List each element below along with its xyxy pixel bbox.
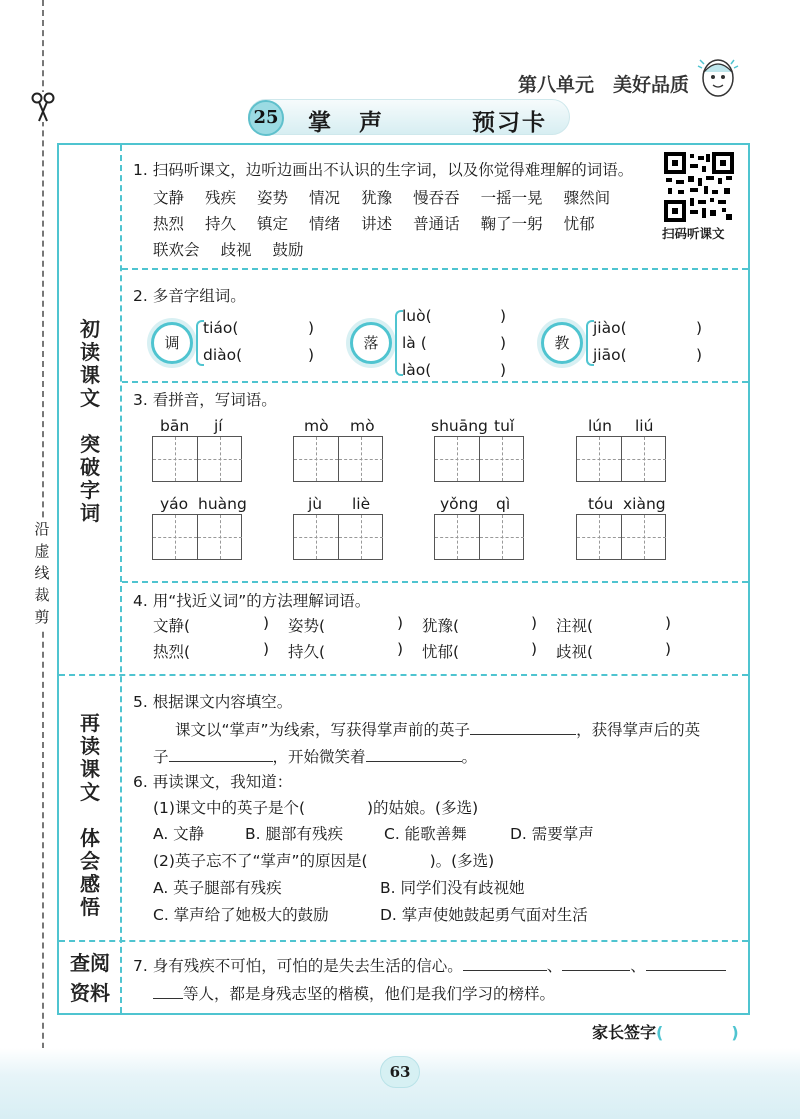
writing-grid[interactable] [293, 436, 383, 482]
option[interactable]: B. 腿部有残疾 [245, 825, 343, 843]
pinyin: liè [352, 495, 371, 513]
synonym-item: 歧视( [556, 643, 594, 661]
q6-text: 6. 再读课文，我知道： [133, 773, 293, 791]
synonym-item: 热烈( [153, 643, 191, 661]
synonym-item: 忧郁( [422, 643, 460, 661]
pinyin: shuāng [431, 417, 488, 435]
pinyin: jù [308, 495, 323, 513]
close-paren: ) [397, 614, 404, 632]
q7-line1: 7. 身有残疾不可怕，可怕的是失去生活的信心。 、 、 [133, 954, 726, 976]
q6-sub1: (1)课文中的英子是个( )的姑娘。(多选) [153, 799, 479, 817]
option[interactable]: A. 英子腿部有残疾 [153, 879, 282, 897]
q7-line2: 等人，都是身残志坚的楷模，他们是我们学习的榜样。 [153, 982, 555, 1004]
pinyin: qì [496, 495, 511, 513]
cut-instruction: 沿 虚 线 裁 剪 [28, 518, 56, 628]
pinyin: yǒng [440, 495, 479, 513]
divider [122, 381, 748, 383]
close-paren: ) [665, 640, 672, 658]
answer-blank[interactable] [153, 985, 183, 999]
pinyin: lún [588, 417, 612, 435]
q3-text: 3. 看拼音，写词语。 [133, 391, 277, 409]
pinyin: tóu [588, 495, 614, 513]
close-paren: ) [531, 614, 538, 632]
q5-text: 5. 根据课文内容填空。 [133, 693, 293, 711]
option[interactable]: D. 需要掌声 [510, 825, 594, 843]
pinyin: liú [635, 417, 654, 435]
pinyin: tuǐ [494, 417, 515, 435]
close-paren: ) [696, 319, 703, 337]
close-paren: ) [696, 346, 703, 364]
q1-text: 1. 扫码听课文，边听边画出不认识的生字词，以及你觉得难理解的词语。 [133, 161, 634, 179]
unit-title: 第八单元 美好品质 [518, 74, 690, 96]
polyphone-char-luo: 落 [350, 322, 392, 364]
synonym-item: 姿势( [288, 617, 326, 635]
polyphone-char-diao: 调 [151, 322, 193, 364]
qr-code-icon[interactable] [664, 152, 734, 222]
cartoon-egg-icon [696, 52, 740, 100]
synonym-item: 持久( [288, 643, 326, 661]
writing-grid[interactable] [152, 436, 242, 482]
option[interactable]: C. 能歌善舞 [384, 825, 467, 843]
pinyin: jí [214, 417, 223, 435]
q1-words-row2: 热烈 持久 镇定 情绪 讲述 普通话 鞠了一躬 忧郁 [153, 215, 595, 233]
writing-grid[interactable] [576, 436, 666, 482]
close-paren: ) [308, 346, 315, 364]
close-paren: ) [500, 334, 507, 352]
close-paren: ) [531, 640, 538, 658]
option[interactable]: C. 掌声给了她极大的鼓励 [153, 906, 329, 924]
answer-blank[interactable] [463, 957, 547, 971]
writing-grid[interactable] [576, 514, 666, 560]
option[interactable]: D. 掌声使她鼓起勇气面对生活 [380, 906, 588, 924]
writing-grid[interactable] [293, 514, 383, 560]
q1-words-row3: 联欢会 歧视 鼓励 [153, 241, 304, 259]
reading: lào( [402, 361, 432, 379]
pinyin: mò [304, 417, 329, 435]
reading: jiào( [593, 319, 627, 337]
pinyin: huàng [198, 495, 247, 513]
signature-field[interactable] [663, 1024, 731, 1038]
scissors-icon [30, 92, 56, 122]
close-paren: ) [308, 319, 315, 337]
close-paren: ) [665, 614, 672, 632]
q5-line2: 子 ，开始微笑着 。 [153, 748, 478, 766]
qr-label: 扫码听课文 [662, 226, 725, 241]
divider [122, 581, 748, 583]
synonym-item: 犹豫( [422, 617, 460, 635]
writing-grid[interactable] [434, 436, 524, 482]
answer-blank[interactable] [169, 748, 273, 762]
reading: diào( [203, 346, 243, 364]
answer-blank[interactable] [562, 957, 630, 971]
reading: luò( [402, 307, 432, 325]
q4-text: 4. 用“找近义词”的方法理解词语。 [133, 592, 371, 610]
page-number: 63 [380, 1056, 420, 1088]
answer-blank[interactable] [646, 957, 726, 971]
section-label-first-read: 初 读 课 文 突 破 字 词 [80, 317, 100, 525]
section-label-research: 查阅 资料 [70, 951, 110, 1005]
answer-blank[interactable] [470, 721, 576, 735]
pinyin: mò [350, 417, 375, 435]
polyphone-char-jiao: 教 [541, 322, 583, 364]
q6-sub2: (2)英子忘不了“掌声”的原因是( )。(多选) [153, 852, 495, 870]
synonym-item: 注视( [556, 617, 594, 635]
close-paren: ) [397, 640, 404, 658]
q1-words-row1: 文静 残疾 姿势 情况 犹豫 慢吞吞 一摇一晃 骤然间 [153, 189, 611, 207]
pinyin: xiàng [623, 495, 666, 513]
divider [122, 268, 748, 270]
lesson-title: 掌声 [308, 110, 410, 136]
parent-signature: 家长签字( ) [592, 1023, 739, 1042]
option[interactable]: B. 同学们没有歧视她 [380, 879, 525, 897]
reading: là ( [402, 334, 427, 352]
reading: jiāo( [593, 346, 627, 364]
close-paren: ) [500, 307, 507, 325]
close-paren: ) [263, 614, 270, 632]
writing-grid[interactable] [152, 514, 242, 560]
section-label-reread: 再 读 课 文 体 会 感 悟 [80, 711, 100, 919]
divider [59, 674, 748, 676]
pinyin: bān [160, 417, 190, 435]
close-paren: ) [500, 361, 507, 379]
pinyin: yáo [160, 495, 189, 513]
q2-text: 2. 多音字组词。 [133, 287, 246, 305]
card-label: 预习卡 [472, 110, 547, 136]
writing-grid[interactable] [434, 514, 524, 560]
close-paren: ) [263, 640, 270, 658]
lesson-number: 25 [248, 100, 284, 136]
divider [59, 940, 748, 942]
q5-line1: 课文以“掌声”为线索，写获得掌声前的英子 ，获得掌声后的英 [175, 721, 701, 739]
column-divider [120, 145, 122, 1013]
synonym-item: 文静( [153, 617, 191, 635]
option[interactable]: A. 文静 [153, 825, 205, 843]
reading: tiáo( [203, 319, 239, 337]
answer-blank[interactable] [366, 748, 462, 762]
